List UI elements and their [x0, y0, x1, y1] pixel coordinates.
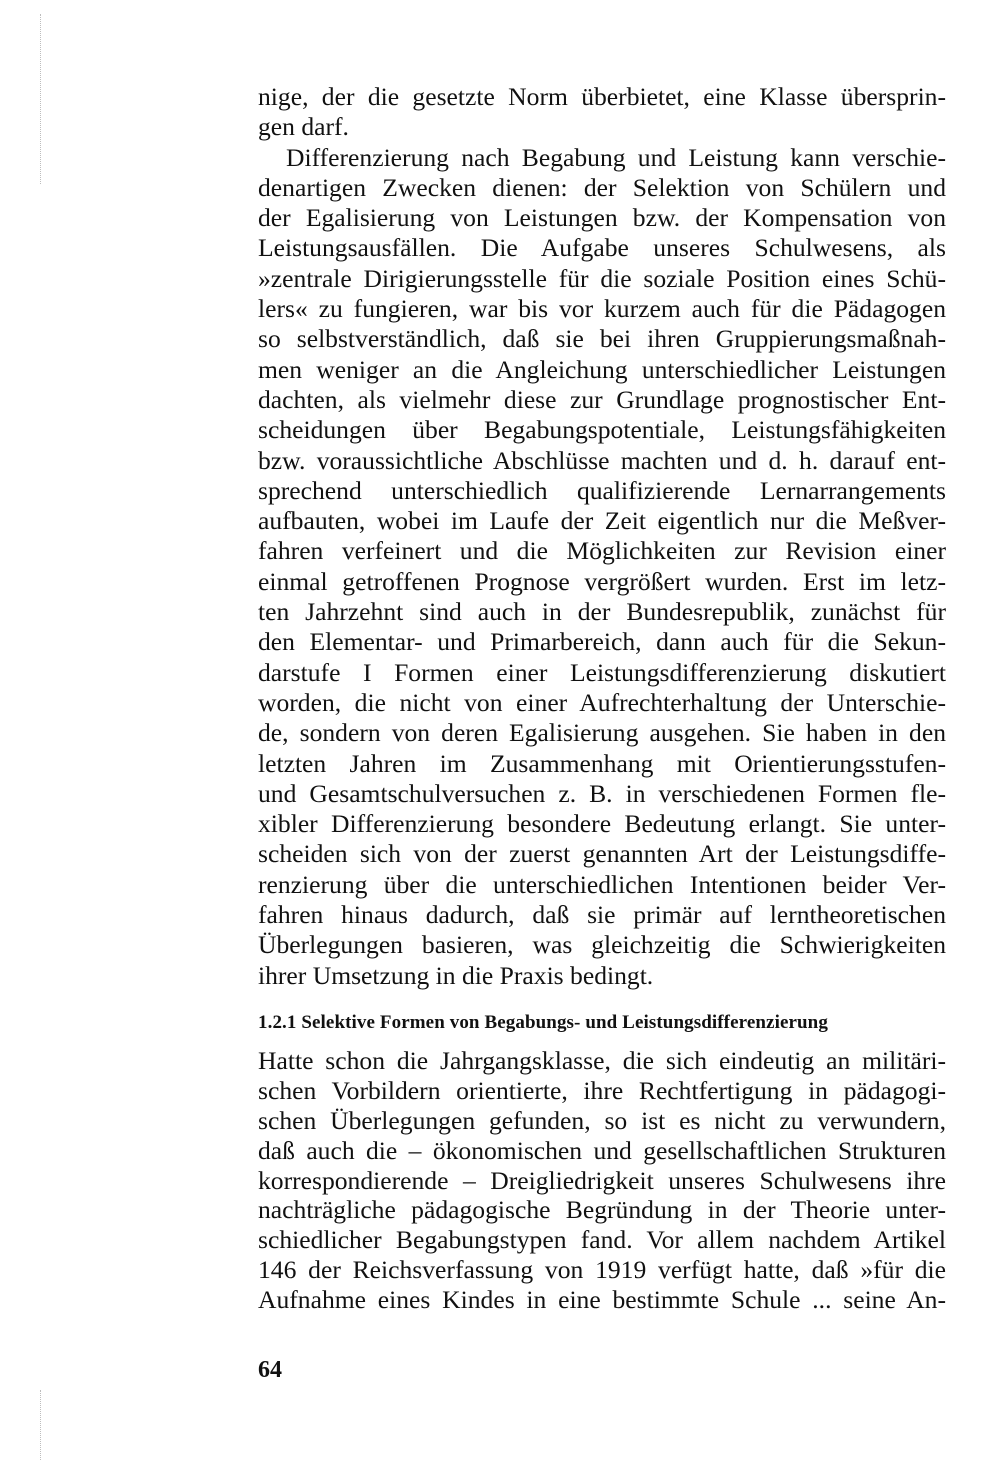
text-line: scheidungen über Begabungspotentiale, Leistungsfähigkeiten — [258, 415, 946, 445]
text-line: men weniger an die Angleichung unterschiedlicher Leistungen — [258, 354, 946, 384]
text-line: »zentrale Dirigierungsstelle für die soziale Position eines Schü- — [258, 263, 946, 293]
text-line: bzw. voraussichtliche Abschlüsse machten und d. h. darauf ent- — [258, 445, 946, 475]
text-line: nige, der die gesetzte Norm überbietet, eine Klasse übersprin- — [258, 82, 946, 111]
text-line: renzierung über die unterschiedlichen Intentionen beider Ver- — [258, 869, 946, 899]
text-line: daß auch die – ökonomischen und gesellschaftlichen Strukturen — [258, 1135, 946, 1165]
text-line: der Egalisierung von Leistungen bzw. der Kompensation von — [258, 203, 946, 233]
text-line: Differenzierung nach Begabung und Leistung kann verschie- — [286, 142, 946, 172]
text-line: ihrer Umsetzung in die Praxis bedingt. — [258, 960, 654, 990]
text-line: dachten, als vielmehr diese zur Grundlage prognostischer Ent- — [258, 384, 946, 414]
text-line: fahren verfeinert und die Möglichkeiten zur Revision einer — [258, 536, 946, 566]
body-text-top — [258, 82, 946, 991]
text-line: xibler Differenzierung besondere Bedeutung erlangt. Sie unter- — [258, 809, 946, 839]
text-line: Aufnahme eines Kindes in eine bestimmte Schule ... seine An- — [258, 1285, 946, 1315]
text-line: Hatte schon die Jahrgangsklasse, die sich eindeutig an militäri- — [258, 1046, 946, 1075]
text-line: worden, die nicht von einer Aufrechterhaltung der Unterschie- — [258, 687, 946, 717]
text-line: de, sondern von deren Egalisierung ausgehen. Sie haben in den — [258, 718, 946, 748]
text-line: so selbstverständlich, daß sie bei ihren Gruppierungsmaßnah- — [258, 324, 946, 354]
text-line: Überlegungen basieren, was gleichzeitig die Schwierigkeiten — [258, 930, 946, 960]
text-line: schen Überlegungen gefunden, so ist es nicht zu verwundern, — [258, 1105, 946, 1135]
text-line: den Elementar- und Primarbereich, dann auch für die Sekun- — [258, 627, 946, 657]
text-line: letzten Jahren im Zusammenhang mit Orientierungsstufen- — [258, 748, 946, 778]
text-line: korrespondierende – Dreigliedrigkeit unseres Schulwesens ihre — [258, 1165, 946, 1195]
scan-edge-mark — [40, 14, 42, 184]
text-line: und Gesamtschulversuchen z. B. in verschiedenen Formen fle- — [258, 778, 946, 808]
section-heading: 1.2.1 Selektive Formen von Begabungs- und Leistungsdifferenzierung — [258, 1012, 828, 1033]
text-line: lers« zu fungieren, war bis vor kurzem auch für die Pädagogen — [258, 294, 946, 324]
text-line: fahren hinaus dadurch, daß sie primär auf lerntheoretischen — [258, 900, 946, 930]
text-line: einmal getroffenen Prognose vergrößert wurden. Erst im letz- — [258, 566, 946, 596]
text-line: sprechend unterschiedlich qualifizierende Lernarrangements — [258, 475, 946, 505]
text-line: 146 der Reichsverfassung von 1919 verfügt hatte, daß »für die — [258, 1255, 946, 1285]
text-line: darstufe I Formen einer Leistungsdifferenzierung diskutiert — [258, 657, 946, 687]
text-line: denartigen Zwecken dienen: der Selektion von Schülern und — [258, 172, 946, 202]
text-line: ten Jahrzehnt sind auch in der Bundesrepublik, zunächst für — [258, 597, 946, 627]
text-line: schen Vorbildern orientierte, ihre Rechtfertigung in pädagogi- — [258, 1075, 946, 1105]
text-line: aufbauten, wobei im Laufe der Zeit eigentlich nur die Meßver- — [258, 506, 946, 536]
text-line: schiedlicher Begabungstypen fand. Vor allem nachdem Artikel — [258, 1225, 946, 1255]
text-line: Leistungsausfällen. Die Aufgabe unseres Schulwesens, als — [258, 233, 946, 263]
text-line: nachträgliche pädagogische Begründung in der Theorie unter- — [258, 1195, 946, 1225]
body-text-bottom — [258, 1046, 946, 1315]
page-number: 64 — [258, 1357, 282, 1383]
text-line: scheiden sich von der zuerst genannten Art der Leistungsdiffe- — [258, 839, 946, 869]
text-line: gen darf. — [258, 112, 349, 142]
scan-edge-mark-bottom — [40, 1390, 42, 1460]
